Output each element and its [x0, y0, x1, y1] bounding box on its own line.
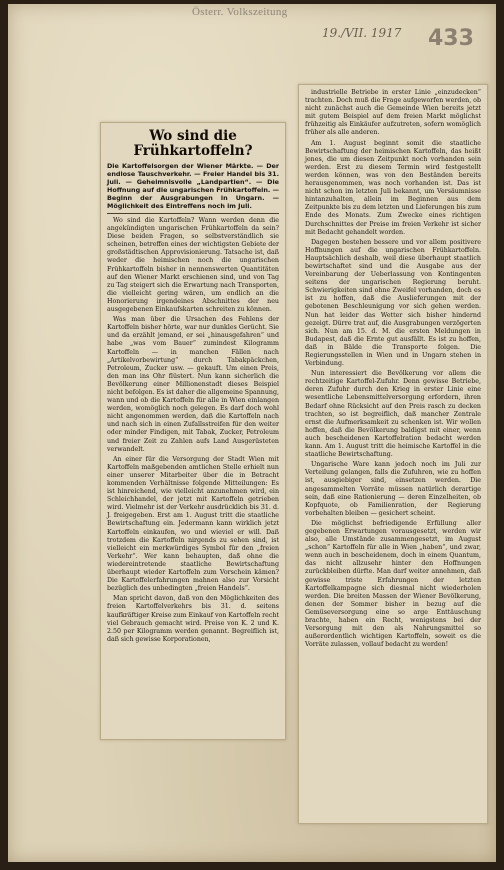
- paragraph: An einer für die Versorgung der Stadt Wien mit Kartoffeln maßgebenden amtlichen Stelle erhielt nun einer unserer Mitarbeiter über die in Betracht kommenden Verhältnisse folgende Mitteilungen: Es ist hinreichend, wie vielleicht anzunehmen wird, ein Schleichhandel, der jetzt mit Kartoffeln getrieben wird. Vielmehr ist der Verkehr ausdrücklich bis 31. d. J. freigegeben. Erst am 1. August tritt die staatliche Bewirtschaftung ein. Jedermann kann wirklich jetzt Kartoffeln einkaufen, wo und wieviel er will. Daß trotzdem die Kartoffeln nirgends zu sehen sind, ist vielleicht ein merkwürdiges Symbol für den „freien Verkehr“. Wer kann behaupten, daß ohne die wiedereintretende staatliche Bewirtschaftung überhaupt wieder Kartoffeln zum Vorschein kämen? Die Kartoffelerfahrungen mahnen also zur Vorsicht bezüglich des unbedingten „freien Handels“.: [107, 455, 279, 593]
- paragraph: Die möglichst befriedigende Erfüllung aller gegebenen Erwartungen vorausgesetzt, werden wir also, alle Umstände zusammengesetzt, im August „schon“ Kartoffeln für alle in Wien „haben“, und zwar, wenn auch in bescheidenem, doch in einem Quantum, das nicht allzusehr hinter den Hoffnungen zurückbleiben dürfte. Man darf weiter annehmen, daß gewisse triste Erfahrungen der letzten Kartoffelkampagne sich diesmal nicht wiederholen werden. Die breiten Massen der Wiener Bevölkerung, denen der Sommer bisher in bezug auf die Gemüseversorgung eine so arge Enttäuschung brachte, haben ein Recht, wenigstens bei der Versorgung mit den als Nahrungsmittel so außerordentlich wichtigen Kartoffeln, soweit es die Vorräte zulassen, vollauf bedacht zu werden!: [305, 519, 481, 649]
- paragraph: industrielle Betriebe in erster Linie „einzudecken“ trachten. Doch muß die Frage aufgeworfen werden, ob nicht zunächst auch die Gemeinde Wien bereits jetzt mit gutem Beispiel auf dem freien Markt möglichst frühzeitig als Einkäufer aufzutreten, sofern womöglich früher als alle anderen.: [305, 89, 481, 137]
- paragraph: Wo sind die Kartoffeln? Wann werden denn die angekündigten ungarischen Frühkartoffeln da sein? Diese beiden Fragen, so selbstverständlich sie scheinen, betreffen eines der wichtigsten Gebiete der großstädtischen Approvisionierung. Tatsache ist, daß weder die heimischen noch die ungarischen Frühkartoffeln bisher in nennenswerten Quantitäten auf den Wiener Markt erschienen sind, und von Tag zu Tag steigert sich die Erwartung nach Transporten, die vielleicht gering wären, um endlich an die Honorierung irgendeines Abschnittes der neu ausgegebenen Einkaufskarten schreiten zu können.: [107, 217, 279, 314]
- article-subheadline: Die Kartoffelsorgen der Wiener Märkte. — Der endlose Tauschverkehr. — Freier Handel bis 31. Juli. — Geheimnisvolle „Landpartien“. — Die Hoffnung auf die ungarischen Frühkartoffeln. — Beginn der Ausgrabungen in Ungarn. — Möglichkeit des Eintreffens noch im Juli.: [107, 162, 279, 210]
- page-number: 433: [428, 26, 474, 51]
- paragraph: Ungarische Ware kann jedoch noch im Juli zur Verteilung gelangen, falls die Zufuhren, wie zu hoffen ist, ausgiebiger sind, einsetzen werden. Die angesammelten Vorräte müssen natürlich derartige sein, daß eine Rationierung — deren Einzelheiten, ob Kopfquote, ob Familienration, der Regierung vorbehalten bleiben — gesichert scheint.: [305, 461, 481, 517]
- newspaper-clipping-left: [100, 122, 286, 740]
- paragraph: Man spricht davon, daß von den Möglichkeiten des freien Kartoffelverkehrs bis 31. d. seitens kaufkräftiger Kreise zum Einkauf von Kartoffeln recht viel Gebrauch gemacht wird. Preise von K. 2 und K. 2.50 per Kilogramm werden genannt. Begreiflich ist, daß sich gewisse Korporationen,: [107, 595, 279, 643]
- paragraph: Dagegen bestehen bessere und vor allem positivere Hoffnungen auf die ungarischen Frühkartoffeln. Hauptsächlich deshalb, weil diese überhaupt staatlich bewirtschaftet sind und die Ausgabe aus der Vereinbarung der Ueberlassung von Kontingenten seitens der ungarischen Regierung beruht. Schwierigkeiten sind ohne Zweifel vorhanden, doch es ist zu hoffen, daß die Auslieferungen mit der gebotenen Beschleunigung vor sich gehen werden. Nun hat leider das Wetter sich bisher hindernd gezeigt. Dürre trat auf, die Ausgrabungen verzögerten sich. Nun am 15. d. M. die ersten Meldungen in Budapest, daß die Ernte gut ausfällt. Es ist zu hoffen, daß in Bälde die Transporte folgen. Die Regierungsstellen in Wien und in Ungarn stehen in Verbindung.: [305, 238, 481, 368]
- archive-stamp: Österr. Volkszeitung: [192, 6, 288, 18]
- divider: [107, 213, 279, 214]
- paragraph: Am 1. August beginnt somit die staatliche Bewirtschaftung der heimischen Kartoffeln, das heißt jenes, die um diesen Zeitpunkt noch vorhanden sein werden. Erst zu diesem Termin wird festgestellt werden können, was von den Beständen bereits herausgenommen, was noch vorhanden ist. Das ist nicht schon im letzten Juli bekannt, um Versäumnisse hintanzuhalten, allein im Beginnen aus dem Zeitpunkte bis zu dem letzten und Lieferungen bis zum Ende des Monats. Zum Zwecke eines richtigen Durchschnittes der Preise im freien Verkehr ist sicher mit Bedacht gehandelt worden.: [305, 139, 481, 236]
- paragraph: Was man über die Ursachen des Fehlens der Kartoffeln bisher hörte, war nur dunkles Gerücht. Sie und da erzählt jemand, er sei „hinausgefahren“ und habe „was vom Bauer“ zumindest Kilogramm Kartoffeln — in manchen Fällen nach „Artikelvorbewirtung“ durch Tabakpäckchen, Petroleum, Zucker usw. — gekauft. Um einen Preis, den man ins Ohr flüstert. Nun kann sicherlich die Bevölkerung einer Millionenstadt dieses Beispiel nicht befolgen. Es ist daher die allgemeine Spannung, wann und ob die Kartoffeln für alle in Wien einlangen werden, womöglich noch gelegen. Es darf doch wohl nicht angenommen werden, daß die Kartoffeln nach und nach sich in einen Zufallsstreifen für den weiter oder minder Findigen, mit Tabak, Zucker, Petroleum und freier Zeit zu Zahlen aufs Land Ausgerüsteten verwandelt.: [107, 316, 279, 453]
- article-headline: Wo sind die Frühkartoffeln?: [133, 128, 253, 159]
- paragraph: Nun interessiert die Bevölkerung vor allem die rechtzeitige Kartoffel-Zufuhr. Denn gewisse Betriebe, deren Zufuhr durch den Krieg in erster Linie eine wesentliche Lebensmittelversorgung erfordern, ihren Bedarf ohne Rücksicht auf den Preis rasch zu decken trachten, so ist begreiflich, daß mancher Zentrale ernst die Aufmerksamkeit zu schenken ist. Wir wollen hoffen, daß die Bevölkerung baldigst mit einer, wenn auch bescheidenen Kartoffelration bedacht werden kann. Am 1. August tritt die heimische Kartoffel in die staatliche Bewirtschaftung.: [305, 370, 481, 459]
- archive-sheet: [8, 4, 496, 862]
- handwritten-date: 19./VII. 1917: [322, 26, 402, 40]
- newspaper-clipping-right: [298, 84, 488, 824]
